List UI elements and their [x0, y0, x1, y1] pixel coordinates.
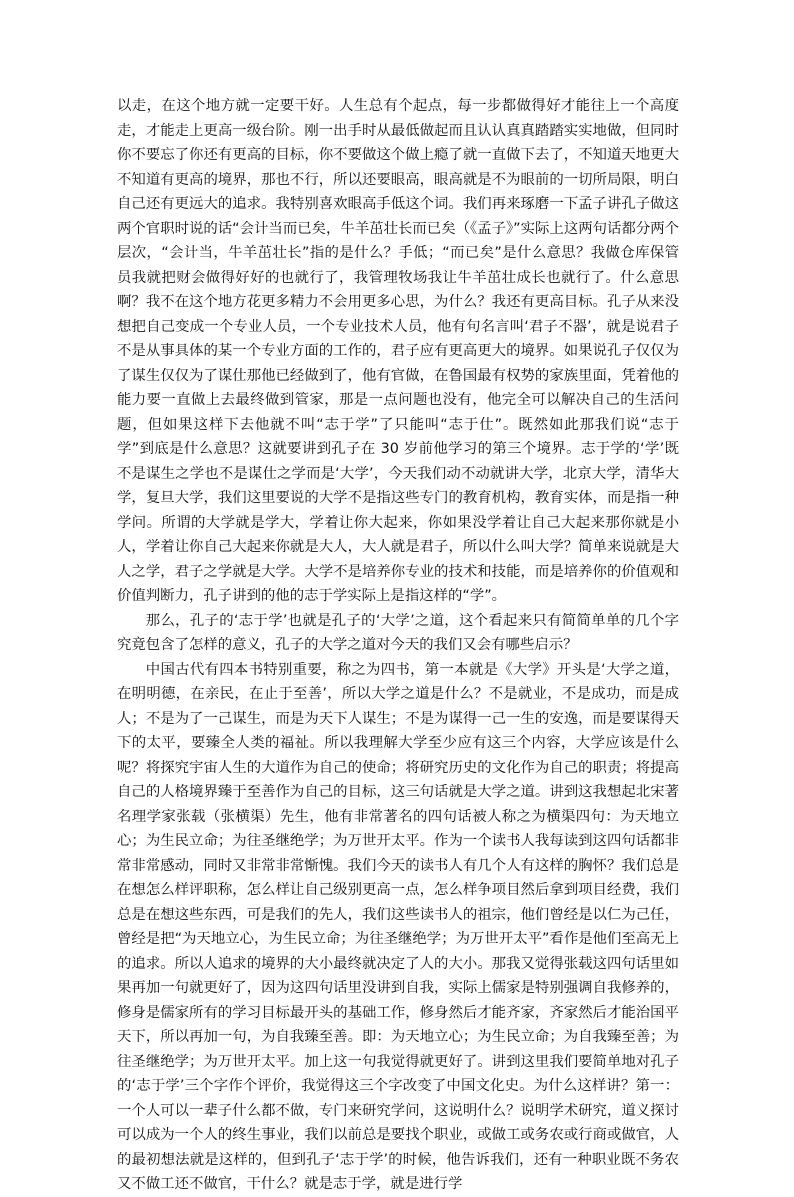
- paragraph-1: 以走，在这个地方就一定要干好。人生总有个起点，每一步都做得好才能往上一个高度走，才能走上更高一级台阶。刚一出手时从最低做起而且认认真真踏踏实实地做，但同时你不要忘了你还有更高的目标，你不要做这个做上瘾了就一直做下去了，不知道天地更大不知道有更高的境界，那也不行，所以还要眼高，眼高就是不为眼前的一切所局限，明白自己还有更远大的追求。我特别喜欢眼高手低这个词。我们再来琢磨一下孟子讲孔子做这两个官职时说的话“会计当而已矣，牛羊茁壮长而已矣（《孟子》”实际上这两句话都分两个层次，“会计当，牛羊茁壮长”指的是什么？手低；“而已矣”是什么意思？我做仓库保管员我就把财会做得好好的也就行了，我管理牧场我让牛羊茁壮成长也就行了。什么意思啊？我不在这个地方花更多精力不会用更多心思，为什么？我还有更高目标。孔子从来没想把自己变成一个专业人员，一个专业技术人员，他有句名言叫‘君子不器’，就是说君子不是从事具体的某一个专业方面的工作的，君子应有更高更大的境界。如果说孔子仅仅为了谋生仅仅为了谋仕那他已经做到了，他有官做，在鲁国最有权势的家族里面，凭着他的能力要一直做上去最终做到管家，那是一点问题也没有，他完全可以解决自己的生活问题，但如果这样下去他就不叫“志于学”了只能叫“志于仕”。既然如此那我们说“志于学”到底是什么意思？这就要讲到孔子在 30 岁前他学习的第三个境界。志于学的‘学’既不是谋生之学也不是谋仕之学而是‘大学’，今天我们动不动就讲大学，北京大学，清华大学，复旦大学，我们这里要说的大学不是指这些专门的教育机构，教育实体，而是指一种学问。所谓的大学就是学大，学着让你大起来，你如果没学着让自己大起来那你就是小人，学着让你自己大起来你就是大人，大人就是君子，所以什么叫大学？简单来说就是大人之学，君子之学就是大学。大学不是培养你专业的技术和技能，而是培养你的价值观和价值判断力，孔子讲到的他的志于学实际上是指这样的“学”。: [117, 98, 679, 604]
- paragraph-3: 中国古代有四本书特别重要，称之为四书，第一本就是《大学》开头是‘大学之道，在明明德，在亲民，在止于至善’，所以大学之道是什么？不是就业，不是成功，而是成人；不是为了一己谋生，而是为天下人谋生；不是为谋得一己一生的安逸，而是要谋得天下的太平，要臻全人类的福祉。所以我理解大学至少应有这三个内容，大学应该是什么呢？将探究宇宙人生的大道作为自己的使命；将研究历史的文化作为自己的职责；将提高自己的人格境界臻于至善作为自己的目标，这三句话就是大学之道。讲到这我想起北宋著名理学家张载（张横渠）先生，他有非常著名的四句话被人称之为横渠四句：为天地立心；为生民立命；为往圣继绝学；为万世开太平。作为一个读书人我每读到这四句话都非常非常感动，同时又非常非常惭愧。我们今天的读书人有几个人有这样的胸怀？我们总是在想怎么样评职称，怎么样让自己级别更高一点，怎么样争项目然后拿到项目经费，我们总是在想这些东西，可是我们的先人，我们这些读书人的祖宗，他们曾经是以仁为己任，曾经是把“为天地立心，为生民立命；为往圣继绝学；为万世开太平”看作是他们至高无上的追求。所以人追求的境界的大小最终就决定了人的大小。那我又觉得张载这四句话里如果再加一句就更好了，因为这四句话里没讲到自我，实际上儒家是特别强调自我修养的，修身是儒家所有的学习目标最开头的基础工作，修身然后才能齐家，齐家然后才能治国平天下，所以再加一句，为自我臻至善。即：为天地立心；为生民立命；为自我臻至善；为往圣继绝学；为万世开太平。加上这一句我觉得就更好了。讲到这里我们要简单地对孔子的‘志于学’三个字作个评价，我觉得这三个字改变了中国文化史。为什么这样讲？第一：一个人可以一辈子什么都不做，专门来研究学问，这说明什么？说明学术研究，道义探讨可以成为一个人的终生事业，我们以前总是要找个职业，或做工或务农或行商或做官，人的最初想法就是这样的，但到孔子‘志于学’的时候，他告诉我们，还有一种职业既不务农又不做工还不做官，干什么？就是志于学，就是进行学: [117, 661, 679, 1192]
- paragraph-2: 那么，孔子的‘志于学’也就是孔子的‘大学’之道，这个看起来只有简简单单的几个字究竟包含了怎样的意义，孔子的大学之道对今天的我们又会有哪些启示？: [117, 612, 679, 653]
- document-page: [117, 94, 679, 1197]
